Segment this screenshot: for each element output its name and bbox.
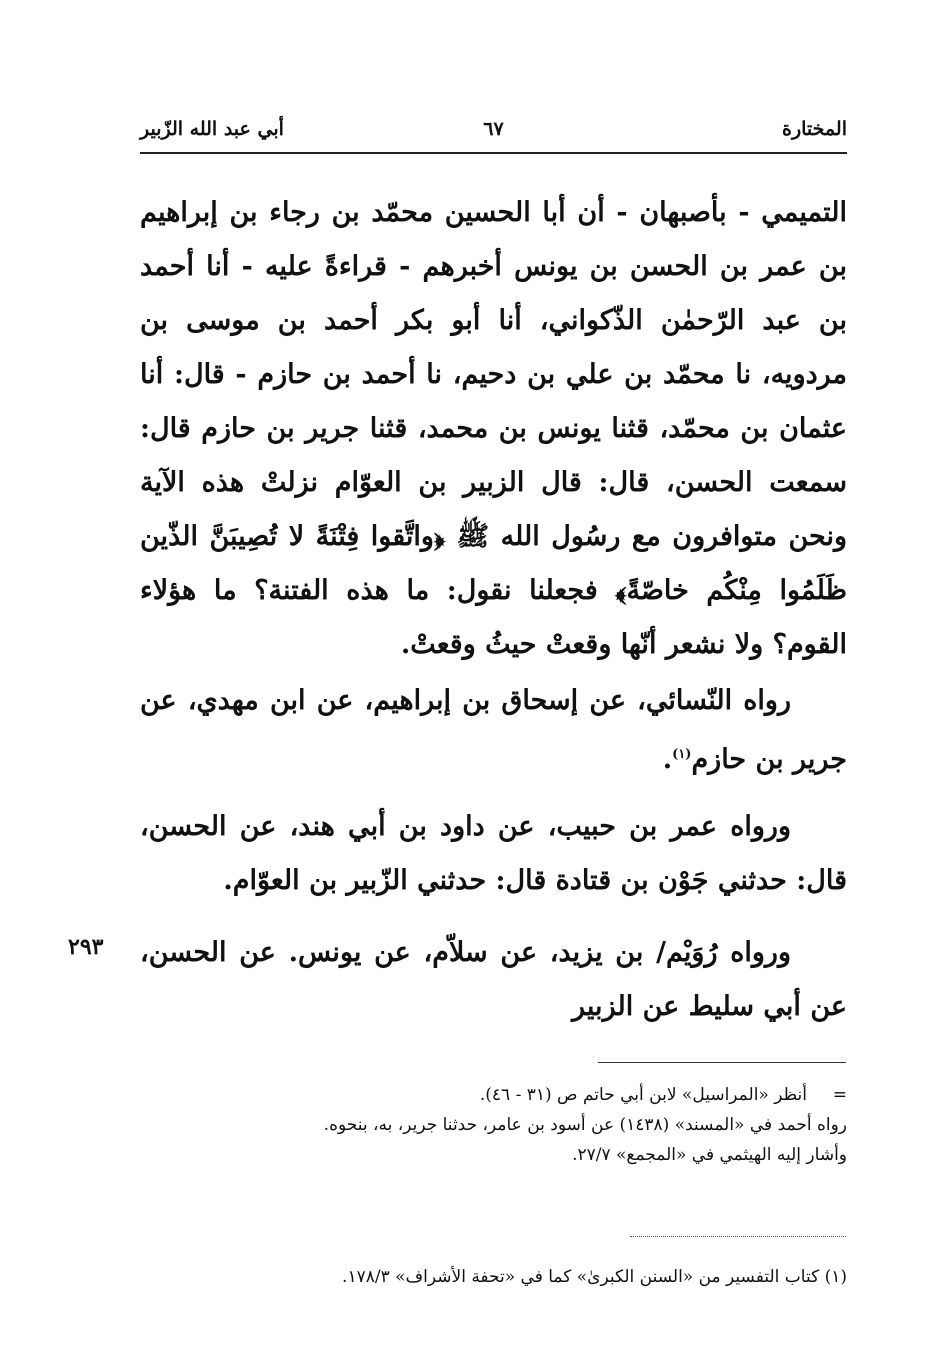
footnotes [140, 1262, 847, 1292]
narration-paragraph-nasai [140, 674, 847, 787]
narration-text-end: . [662, 744, 673, 775]
footnote-separator [598, 1062, 846, 1063]
page-number: ٦٧ [483, 118, 504, 140]
manuscript-folio-marker: ٢٩٣ [68, 934, 104, 960]
running-header [140, 112, 847, 154]
footnote-separator-dotted [630, 1236, 846, 1237]
footnote-line: وأشار إليه الهيثمي في «المجمع» ٢٧/٧. [572, 1145, 847, 1165]
hadith-paragraph: التميمي - بأصبهان - أن أبا الحسين محمّد بن رجاء بن إبراهيم بن عمر بن الحسن بن يونس أخبرهم - قراءةً عليه - أنا أحمد بن عبد الرّحمٰن الذّكواني، أنا أبو بكر أحمد بن موسى بن مردويه، نا محمّد بن علي بن دحيم، نا أحمد بن حازم - قال: أنا عثمان بن محمّد، قثنا يونس بن محمد، قثنا جرير بن حازم قال: سمعت الحسن، قال: قال الزبير بن العوّام نزلتْ هذه الآية ونحن متوافرون مع رسُول الله ﷺ ﴿واتَّقوا فِتْنَةً لا تُصِيبَنَّ الذّين ظَلَمُوا مِنْكُم خاصّةً﴾ فجعلنا نقول: ما هذه الفتنة؟ ما هؤلاء القوم؟ ولا نشعر أنّها وقعتْ حيثُ وقعتْ. [140, 197, 847, 660]
footnote-reference[interactable]: (١) [672, 747, 692, 762]
narration-text: ورواه رُوَيْم/ بن يزيد، عن سلاّم، عن يونس. عن الحسن، عن أبي سليط عن الزبير [140, 937, 847, 1022]
footnote-line [140, 1080, 847, 1110]
continuation-marker: = [832, 1085, 847, 1105]
narration-text: رواه النّسائي، عن إسحاق بن إبراهيم، عن ابن مهدي، عن جرير بن حازم [140, 685, 847, 775]
footnote-line: رواه أحمد في «المسند» (١٤٣٨) عن أسود بن عامر، حدثنا جرير، به، بنحوه. [323, 1115, 847, 1135]
chapter-title: أبي عبد الله الزّبير [140, 118, 284, 140]
narration-paragraph-umar [140, 800, 847, 908]
footnote-text: أنظر «المراسيل» لابن أبي حاتم ص (٣١ - ٤٦). [479, 1085, 807, 1105]
section-title: المختارة [782, 118, 847, 140]
narration-text: ورواه عمر بن حبيب، عن داود بن أبي هند، عن الحسن، قال: حدثني جَوْن بن قتادة قال: حدثني الزّبير بن العوّام. [140, 811, 847, 896]
narration-paragraph-ruwaym [140, 926, 847, 1034]
continued-footnotes [140, 1080, 847, 1170]
footnote-1: (١) كتاب التفسير من «السنن الكبرىٰ» كما في «تحفة الأشراف» ١٧٨/٣. [342, 1267, 847, 1287]
